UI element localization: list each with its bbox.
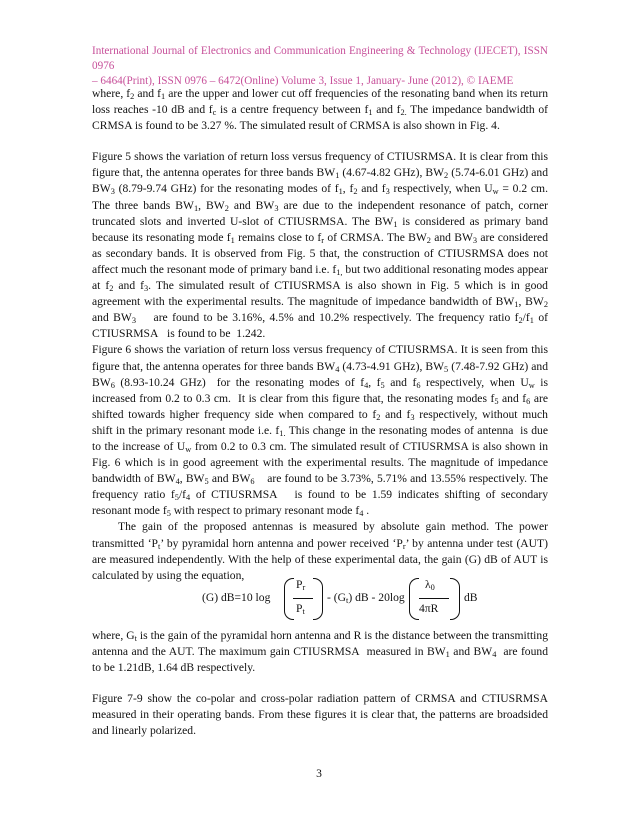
paragraph-6: Figure 7-9 show the co-polar and cross-polar radiation pattern of CRMSA and CTIUSRMSA measured in their operating bands. From these figures it is clear that, the patterns are broadsided and linearly polarized. <box>92 692 548 738</box>
fraction-2-bar <box>419 598 449 599</box>
gain-equation <box>92 576 548 622</box>
paragraph-5: where, $G_t$ is the gain of the pyramidal horn antenna and R is the distance between the transmitting antenna and the AUT. The maximum gain CTIUSRMSA measured in $BW_1$ and $BW_4$ are found to be 1.21dB, 1.64 dB respectively. <box>92 629 548 675</box>
header-line-1: International Journal of Electronics and Communication Engineering & Technology (IJECET), ISSN 0976 <box>92 45 548 72</box>
fraction-1-denominator: $P_t$ <box>296 602 305 617</box>
paragraph-3: Figure 6 shows the variation of return loss versus frequency of CTIUSRMSA. It is seen from this figure that, the antenna operates for three bands $BW_4$ (4.73-4.91 GHz), $BW_5$ (7.48-7.92 GHz) and $BW_6$ (8.93-10.24 GHz) for the resonating modes of $f_4$, $f_5$ and $f_6$ respectively, when $U_w$ is increased from 0.2 to 0.3 cm. It is clear from this figure that, the resonating modes $f_5$ and $f_6$ are shifted towards higher frequency side when compared to $f_2$ and $f_3$ respectively, without much shift in the primary resonant mode i.e. $f_{1.}$ This change in the resonating modes of antenna is due to the increase of $U_w$ from 0.2 to 0.3 cm. The simulated result of CTIUSRMSA is also shown in Fig. 6 which is in good agreement with the experimental results. The magnitude of impedance bandwidth of $BW_4$, $BW_5$ and $BW_6$ are found to be 3.73%, 5.71% and 13.55% respectively. The frequency ratio $f_5/f_4$ of CTIUSRMSA is found to be 1.59 indicates shifting of secondary resonant mode $f_5$ with respect to primary resonant mode $f_4$ . <box>92 343 548 519</box>
equation-lhs: (G) dB=10 log <box>202 591 271 604</box>
header-line-2: – 6464(Print), ISSN 0976 – 6472(Online) Volume 3, Issue 1, January- June (2012), © IAEME <box>92 75 514 87</box>
equation-unit: dB <box>464 591 478 604</box>
left-paren-2 <box>409 578 419 620</box>
body-text <box>92 86 548 584</box>
paragraph-4: The gain of the proposed antennas is measured by absolute gain method. The power transmitted ‘$P_t$’ by pyramidal horn antenna and power received ‘$P_r$’ by antenna under test (AUT) are measured independently. With the help of these experimental data, the gain (G) dB of AUT is calculated by using the equation, <box>92 520 548 582</box>
paragraph-1: where, $f_2$ and $f_1$ are the upper and lower cut off frequencies of the resonating band when its return loss reaches -10 dB and $f_c$ is a centre frequency between $f_1$ and $f_{2.}$ The impedance bandwidth of CRMSA is found to be 3.27 %. The simulated result of CRMSA is also shown in Fig. 4. <box>92 87 549 133</box>
paragraph-2: Figure 5 shows the variation of return loss versus frequency of CTIUSRMSA. It is clear from this figure that, the antenna operates for three bands $BW_1$ (4.67-4.82 GHz), $BW_2$ (5.74-6.01 GHz) and $BW_3$ (8.79-9.74 GHz) for the resonating modes of $f_1$, $f_2$ and $f_3$ respectively, when $U_w = 0.2$ cm. The three bands $BW_1$, $BW_2$ and $BW_3$ are due to the independent resonance of patch, corner truncated slots and inverted U-slot of CTIUSRMSA. The $BW_1$ is considered as primary band because its resonating mode $f_1$ remains close to $f_r$ of CRMSA. The $BW_2$ and $BW_3$ are considered as secondary bands. It is observed from Fig. 5 that, the construction of CTIUSRMSA does not affect much the resonant mode of primary band i.e. $f_{1,}$ but two additional resonating modes appear at $f_2$ and $f_3$. The simulated result of CTIUSRMSA is also shown in Fig. 5 which is in good agreement with the experimental results. The magnitude of impedance bandwidth of $BW_1$, $BW_2$ and $BW_3$ are found to be 3.16%, 4.5% and 10.2% respectively. The frequency ratio $f_2/f_1$ of CTIUSRMSA is found to be 1.242. <box>92 150 549 341</box>
equation-middle: - $(G_t)$ dB - 20log <box>327 591 405 606</box>
page-number: 3 <box>316 767 322 780</box>
fraction-1-bar <box>293 598 313 599</box>
journal-header <box>92 44 548 89</box>
fraction-2-numerator: $\lambda_0$ <box>425 578 435 593</box>
fraction-1-numerator: $P_r$ <box>296 578 306 593</box>
right-paren-2 <box>450 578 460 620</box>
body-text-lower <box>92 628 548 740</box>
right-paren-1 <box>313 578 323 620</box>
left-paren-1 <box>284 578 294 620</box>
fraction-2-denominator: 4πR <box>419 602 439 615</box>
